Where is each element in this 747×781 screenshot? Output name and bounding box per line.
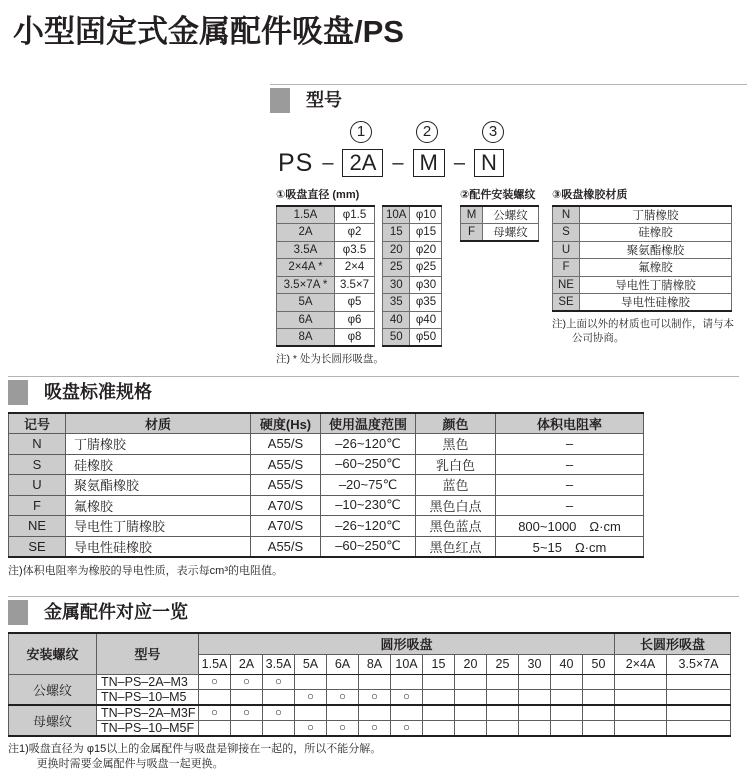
thread-column bbox=[460, 186, 550, 242]
rubber-column bbox=[552, 186, 740, 345]
size-code-cell: 30 bbox=[383, 276, 410, 294]
circled-number-1: 1 bbox=[350, 121, 372, 143]
thread-table bbox=[460, 205, 539, 242]
matrix-note-1: 注1)吸盘直径为 φ15以上的金属配件与吸盘是铆接在一起的，所以不能分解。 bbox=[8, 743, 382, 755]
oblong-cup-header: 长圆形吸盘 bbox=[615, 633, 731, 654]
section-title: 金属配件对应一览 bbox=[44, 602, 188, 622]
rubber-value-cell: 氟橡胶 bbox=[580, 259, 732, 277]
mark-cell bbox=[199, 721, 231, 737]
circled-numbers-row bbox=[270, 121, 747, 147]
size-header: 10A bbox=[391, 654, 423, 674]
mark-cell bbox=[391, 705, 423, 721]
matrix-row bbox=[9, 674, 731, 690]
table-row bbox=[383, 276, 442, 294]
diameter-note: 注) * 处为长圆形吸盘。 bbox=[276, 353, 384, 365]
mark-cell bbox=[487, 705, 519, 721]
spec-row bbox=[9, 516, 644, 537]
spec-temperature-cell: –26~120℃ bbox=[321, 516, 416, 537]
spec-col-header: 颜色 bbox=[416, 413, 496, 434]
size-value-cell: φ3.5 bbox=[335, 241, 375, 259]
thread-header: 安装螺纹 bbox=[9, 633, 97, 674]
spec-material-cell: 丁腈橡胶 bbox=[66, 434, 251, 455]
size-header: 5A bbox=[295, 654, 327, 674]
rubber-value-cell: 硅橡胶 bbox=[580, 224, 732, 242]
mark-cell bbox=[615, 705, 667, 721]
rubber-code-cell: U bbox=[553, 241, 580, 259]
section-header bbox=[270, 84, 747, 113]
diameter-table-right bbox=[382, 205, 442, 347]
size-header: 8A bbox=[359, 654, 391, 674]
mark-cell: ○ bbox=[359, 721, 391, 737]
mark-cell bbox=[519, 705, 551, 721]
spec-row bbox=[9, 495, 644, 516]
mark-cell bbox=[391, 674, 423, 690]
spec-color-cell: 乳白色 bbox=[416, 454, 496, 475]
matrix-row bbox=[9, 705, 731, 721]
model-prefix: PS bbox=[278, 148, 314, 177]
size-header: 2×4A bbox=[615, 654, 667, 674]
size-code-cell: 35 bbox=[383, 294, 410, 312]
matrix-group-header-row bbox=[9, 633, 731, 654]
spec-material-cell: 导电性硅橡胶 bbox=[66, 536, 251, 557]
spec-col-header: 记号 bbox=[9, 413, 66, 434]
diameter-label: ①吸盘直径 (mm) bbox=[276, 189, 360, 201]
mark-cell bbox=[455, 690, 487, 706]
spec-color-cell: 黑色白点 bbox=[416, 495, 496, 516]
table-row bbox=[553, 276, 732, 294]
spec-resistivity-cell: – bbox=[496, 495, 644, 516]
table-row bbox=[277, 241, 375, 259]
spec-material-cell: 氟橡胶 bbox=[66, 495, 251, 516]
mark-cell bbox=[455, 721, 487, 737]
table-row bbox=[553, 206, 732, 224]
spec-code-cell: F bbox=[9, 495, 66, 516]
spec-code-cell: U bbox=[9, 475, 66, 496]
mark-cell: ○ bbox=[263, 674, 295, 690]
mark-cell: ○ bbox=[199, 705, 231, 721]
spec-color-cell: 蓝色 bbox=[416, 475, 496, 496]
section-header bbox=[8, 376, 739, 405]
mark-cell bbox=[583, 674, 615, 690]
model-dash: – bbox=[453, 151, 465, 174]
size-value-cell: 2×4 bbox=[335, 259, 375, 277]
mark-cell: ○ bbox=[391, 721, 423, 737]
model-number-cell: TN–PS–2A–M3 bbox=[97, 674, 199, 690]
size-code-cell: 6A bbox=[277, 311, 335, 329]
size-code-cell: 5A bbox=[277, 294, 335, 312]
table-row bbox=[553, 241, 732, 259]
table-row bbox=[383, 206, 442, 224]
section-marker-square bbox=[8, 380, 28, 405]
rubber-code-cell: NE bbox=[553, 276, 580, 294]
spec-resistivity-cell: – bbox=[496, 454, 644, 475]
matrix-notes bbox=[8, 742, 739, 772]
mark-cell bbox=[667, 705, 731, 721]
thread-type-cell: 公螺纹 bbox=[9, 674, 97, 705]
model-code-row bbox=[270, 148, 747, 178]
spec-row bbox=[9, 454, 644, 475]
spec-hardness-cell: A70/S bbox=[251, 495, 321, 516]
table-row bbox=[383, 329, 442, 347]
size-header: 2A bbox=[231, 654, 263, 674]
table-row bbox=[277, 311, 375, 329]
size-header: 30 bbox=[519, 654, 551, 674]
spec-hardness-cell: A55/S bbox=[251, 434, 321, 455]
mark-cell: ○ bbox=[295, 721, 327, 737]
mark-cell bbox=[667, 721, 731, 737]
table-row bbox=[553, 259, 732, 277]
mark-cell bbox=[359, 674, 391, 690]
table-row bbox=[383, 294, 442, 312]
spec-col-header: 硬度(Hs) bbox=[251, 413, 321, 434]
size-value-cell: φ6 bbox=[335, 311, 375, 329]
circled-number-2: 2 bbox=[416, 121, 438, 143]
rubber-code-cell: SE bbox=[553, 294, 580, 312]
model-box-thread: M bbox=[413, 149, 445, 177]
table-row bbox=[383, 311, 442, 329]
round-cup-header: 圆形吸盘 bbox=[199, 633, 615, 654]
mark-cell bbox=[359, 705, 391, 721]
spec-row bbox=[9, 475, 644, 496]
mark-cell bbox=[583, 705, 615, 721]
diameter-tables bbox=[276, 205, 458, 347]
thread-value-cell: 母螺纹 bbox=[483, 224, 539, 242]
size-header: 1.5A bbox=[199, 654, 231, 674]
spec-note: 注)体积电阻率为橡胶的导电性质，表示每cm³的电阻值。 bbox=[8, 564, 283, 577]
spec-col-header: 材质 bbox=[66, 413, 251, 434]
mark-cell bbox=[519, 690, 551, 706]
spec-header-row bbox=[9, 413, 644, 434]
mark-cell: ○ bbox=[263, 705, 295, 721]
mark-cell: ○ bbox=[231, 705, 263, 721]
size-code-cell: 2A bbox=[277, 224, 335, 242]
spec-material-cell: 导电性丁腈橡胶 bbox=[66, 516, 251, 537]
matrix-section bbox=[8, 596, 739, 772]
spec-col-header: 体积电阻率 bbox=[496, 413, 644, 434]
table-row bbox=[277, 259, 375, 277]
table-row bbox=[383, 241, 442, 259]
thread-value-cell: 公螺纹 bbox=[483, 206, 539, 224]
mark-cell bbox=[423, 705, 455, 721]
spec-code-cell: S bbox=[9, 454, 66, 475]
size-code-cell: 10A bbox=[383, 206, 410, 224]
size-code-cell: 2×4A * bbox=[277, 259, 335, 277]
mark-cell: ○ bbox=[359, 690, 391, 706]
size-header: 6A bbox=[327, 654, 359, 674]
table-row bbox=[277, 294, 375, 312]
mark-cell bbox=[667, 690, 731, 706]
table-row bbox=[553, 224, 732, 242]
spec-hardness-cell: A55/S bbox=[251, 536, 321, 557]
thread-code-cell: M bbox=[461, 206, 483, 224]
spec-col-header: 使用温度范围 bbox=[321, 413, 416, 434]
mark-cell bbox=[263, 721, 295, 737]
mark-cell bbox=[423, 721, 455, 737]
mark-cell bbox=[327, 674, 359, 690]
mark-cell bbox=[551, 721, 583, 737]
spec-section bbox=[8, 376, 739, 578]
size-header: 50 bbox=[583, 654, 615, 674]
matrix-note-2: 更换时需要金属配件与吸盘一起更换。 bbox=[36, 758, 224, 770]
rubber-value-cell: 导电性丁腈橡胶 bbox=[580, 276, 732, 294]
model-box-diameter: 2A bbox=[342, 149, 383, 177]
size-value-cell: φ1.5 bbox=[335, 206, 375, 224]
mark-cell bbox=[327, 705, 359, 721]
spec-temperature-cell: –10~230℃ bbox=[321, 495, 416, 516]
spec-hardness-cell: A70/S bbox=[251, 516, 321, 537]
section-title: 吸盘标准规格 bbox=[44, 382, 152, 402]
mark-cell bbox=[615, 721, 667, 737]
section-header bbox=[8, 596, 739, 625]
table-row bbox=[461, 224, 539, 242]
mark-cell bbox=[295, 705, 327, 721]
fitting-matrix-table bbox=[8, 632, 731, 737]
matrix-row bbox=[9, 690, 731, 706]
spec-temperature-cell: –20~75℃ bbox=[321, 475, 416, 496]
size-code-cell: 20 bbox=[383, 241, 410, 259]
spec-hardness-cell: A55/S bbox=[251, 454, 321, 475]
mark-cell bbox=[423, 674, 455, 690]
mark-cell bbox=[455, 705, 487, 721]
table-row bbox=[383, 224, 442, 242]
mark-cell bbox=[295, 674, 327, 690]
mark-cell bbox=[231, 721, 263, 737]
size-value-cell: φ20 bbox=[410, 241, 442, 259]
size-value-cell: φ8 bbox=[335, 329, 375, 347]
mark-cell bbox=[551, 690, 583, 706]
size-value-cell: φ25 bbox=[410, 259, 442, 277]
size-code-cell: 3.5A bbox=[277, 241, 335, 259]
mark-cell bbox=[199, 690, 231, 706]
spec-row bbox=[9, 434, 644, 455]
size-header: 3.5A bbox=[263, 654, 295, 674]
spec-table bbox=[8, 412, 644, 558]
mark-cell: ○ bbox=[231, 674, 263, 690]
model-box-rubber: N bbox=[474, 149, 504, 177]
size-value-cell: 3.5×7 bbox=[335, 276, 375, 294]
size-code-cell: 40 bbox=[383, 311, 410, 329]
mark-cell bbox=[551, 705, 583, 721]
section-title: 型号 bbox=[306, 90, 342, 110]
mark-cell bbox=[487, 690, 519, 706]
thread-code-cell: F bbox=[461, 224, 483, 242]
size-code-cell: 15 bbox=[383, 224, 410, 242]
rubber-code-cell: S bbox=[553, 224, 580, 242]
size-header: 3.5×7A bbox=[667, 654, 731, 674]
model-header: 型号 bbox=[97, 633, 199, 674]
spec-hardness-cell: A55/S bbox=[251, 475, 321, 496]
section-marker-square bbox=[270, 88, 290, 113]
spec-resistivity-cell: – bbox=[496, 434, 644, 455]
mark-cell: ○ bbox=[199, 674, 231, 690]
rubber-table bbox=[552, 205, 732, 312]
section-marker-square bbox=[8, 600, 28, 625]
mark-cell bbox=[583, 721, 615, 737]
mark-cell bbox=[615, 690, 667, 706]
thread-type-cell: 母螺纹 bbox=[9, 705, 97, 736]
spec-temperature-cell: –60~250℃ bbox=[321, 454, 416, 475]
rubber-value-cell: 丁腈橡胶 bbox=[580, 206, 732, 224]
model-dash: – bbox=[322, 151, 334, 174]
mark-cell bbox=[667, 674, 731, 690]
mark-cell bbox=[231, 690, 263, 706]
spec-code-cell: N bbox=[9, 434, 66, 455]
size-value-cell: φ50 bbox=[410, 329, 442, 347]
table-row bbox=[277, 329, 375, 347]
table-row bbox=[277, 224, 375, 242]
mark-cell bbox=[583, 690, 615, 706]
size-value-cell: φ30 bbox=[410, 276, 442, 294]
rubber-label: ③吸盘橡胶材质 bbox=[552, 189, 628, 201]
size-value-cell: φ10 bbox=[410, 206, 442, 224]
diameter-column bbox=[276, 186, 458, 366]
size-code-cell: 50 bbox=[383, 329, 410, 347]
spec-temperature-cell: –60~250℃ bbox=[321, 536, 416, 557]
spec-resistivity-cell: 800~1000 Ω·cm bbox=[496, 516, 644, 537]
size-value-cell: φ40 bbox=[410, 311, 442, 329]
mark-cell: ○ bbox=[327, 690, 359, 706]
mark-cell: ○ bbox=[295, 690, 327, 706]
size-value-cell: φ35 bbox=[410, 294, 442, 312]
mark-cell bbox=[423, 690, 455, 706]
spec-temperature-cell: –26~120℃ bbox=[321, 434, 416, 455]
matrix-row bbox=[9, 721, 731, 737]
model-number-cell: TN–PS–2A–M3F bbox=[97, 705, 199, 721]
spec-resistivity-cell: 5~15 Ω·cm bbox=[496, 536, 644, 557]
thread-label: ②配件安装螺纹 bbox=[460, 189, 536, 201]
rubber-code-cell: F bbox=[553, 259, 580, 277]
spec-color-cell: 黑色红点 bbox=[416, 536, 496, 557]
diameter-table-left bbox=[276, 205, 375, 347]
size-header: 20 bbox=[455, 654, 487, 674]
spec-row bbox=[9, 536, 644, 557]
size-header: 15 bbox=[423, 654, 455, 674]
rubber-value-cell: 聚氨酯橡胶 bbox=[580, 241, 732, 259]
table-row bbox=[461, 206, 539, 224]
model-section bbox=[270, 84, 747, 374]
rubber-code-cell: N bbox=[553, 206, 580, 224]
model-dash: – bbox=[392, 151, 404, 174]
model-number-cell: TN–PS–10–M5 bbox=[97, 690, 199, 706]
mark-cell bbox=[263, 690, 295, 706]
mark-cell bbox=[455, 674, 487, 690]
table-row bbox=[277, 206, 375, 224]
mark-cell: ○ bbox=[391, 690, 423, 706]
size-header: 40 bbox=[551, 654, 583, 674]
spec-code-cell: NE bbox=[9, 516, 66, 537]
mark-cell bbox=[487, 674, 519, 690]
spec-resistivity-cell: – bbox=[496, 475, 644, 496]
mark-cell bbox=[551, 674, 583, 690]
model-number-cell: TN–PS–10–M5F bbox=[97, 721, 199, 737]
spec-material-cell: 硅橡胶 bbox=[66, 454, 251, 475]
size-value-cell: φ2 bbox=[335, 224, 375, 242]
table-row bbox=[277, 276, 375, 294]
spec-color-cell: 黑色蓝点 bbox=[416, 516, 496, 537]
mark-cell bbox=[519, 721, 551, 737]
mark-cell bbox=[487, 721, 519, 737]
page-title: 小型固定式金属配件吸盘/PS bbox=[13, 14, 404, 49]
table-row bbox=[383, 259, 442, 277]
size-value-cell: φ5 bbox=[335, 294, 375, 312]
size-code-cell: 8A bbox=[277, 329, 335, 347]
table-row bbox=[553, 294, 732, 312]
spec-color-cell: 黑色 bbox=[416, 434, 496, 455]
size-code-cell: 3.5×7A * bbox=[277, 276, 335, 294]
mark-cell: ○ bbox=[327, 721, 359, 737]
mark-cell bbox=[615, 674, 667, 690]
rubber-note: 注)上面以外的材质也可以制作，请与本公司协商。 bbox=[552, 318, 734, 344]
mark-cell bbox=[519, 674, 551, 690]
size-header: 25 bbox=[487, 654, 519, 674]
spec-code-cell: SE bbox=[9, 536, 66, 557]
spec-material-cell: 聚氨酯橡胶 bbox=[66, 475, 251, 496]
circled-number-3: 3 bbox=[482, 121, 504, 143]
size-code-cell: 1.5A bbox=[277, 206, 335, 224]
size-code-cell: 25 bbox=[383, 259, 410, 277]
model-option-columns bbox=[270, 186, 747, 365]
size-value-cell: φ15 bbox=[410, 224, 442, 242]
rubber-value-cell: 导电性硅橡胶 bbox=[580, 294, 732, 312]
